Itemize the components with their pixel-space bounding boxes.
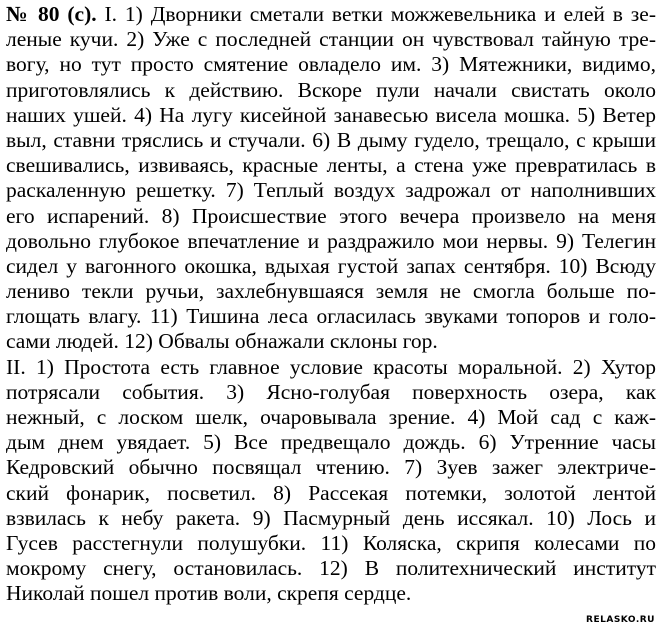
- text-line-1: [6, 2, 656, 27]
- text-line-13: глощать влагу. 11) Тишина леса огласилась звуками топоров и голо-: [6, 304, 656, 329]
- text-line-8: раскаленную решетку. 7) Теплый воздух задрожал от наполнивших: [6, 178, 656, 203]
- text-line-9: его испарений. 8) Происшествие этого вечера произвело на меня: [6, 203, 656, 228]
- text-line-14: сами людей. 12) Обвалы обнажали склоны гор.: [6, 329, 438, 354]
- text-line-5: наших ушей. 4) На лугу кисейной занавесью висела мошка. 5) Ветер: [6, 102, 656, 127]
- text-line-7: свешивались, извиваясь, красные ленты, а стена уже превратилась в: [6, 153, 656, 178]
- text-line-23: мокрому снегу, остановилась. 12) В политехнический институт: [6, 556, 656, 581]
- exercise-number: № 80 (с).: [6, 2, 97, 26]
- text-line-4: приготовлялись к действию. Вскоре пули начали свистать около: [6, 77, 656, 102]
- text-line-2: леные кучи. 2) Уже с последней станции он чувствовал тайную тре-: [6, 27, 656, 52]
- text-line-15: II. 1) Простота есть главное условие красоты моральной. 2) Хутор: [6, 354, 656, 379]
- text-line-3: вогу, но тут просто смятение овладело им. 3) Мятежники, видимо,: [6, 52, 656, 77]
- exercise-text: [6, 2, 656, 607]
- text-line-17: нежный, с лоском шелк, очаровывала зрение. 4) Мой сад с каж-: [6, 405, 656, 429]
- text-line-12: лениво текли ручьи, захлебнувшаяся земля не смогла больше по-: [6, 279, 656, 304]
- text-line-10: довольно глубокое впечатление и раздражило мои нервы. 9) Телегин: [6, 228, 656, 253]
- text-line-22: Гусев расстегнули полушубки. 11) Коляска, скрипя колесами по: [6, 530, 656, 555]
- text-line-24: Николай пошел против воли, скрепя сердце.: [6, 581, 412, 606]
- text-line-6: выл, ставни тряслись и стучали. 6) В дыму гудело, трещало, с крыши: [6, 127, 656, 152]
- text-line-16: потрясали события. 3) Ясно-голубая поверхность озера, как: [6, 379, 656, 404]
- text-line-21: взвилась к небу ракета. 9) Пасмурный день иссякал. 10) Лось и: [6, 505, 656, 530]
- text-line-19: Кедровский обычно посвящал чтению. 7) Зуев зажег электриче-: [6, 455, 656, 480]
- text-line-1-body: I. 1) Дворники сметали ветки можжевельника и елей в зе-: [96, 2, 656, 26]
- text-line-20: ский фонарик, посветил. 8) Рассекая потемки, золотой лентой: [6, 480, 656, 505]
- site-watermark: RELASKO.RU: [586, 615, 655, 625]
- text-line-11: сидел у вагонного окошка, вдыхая густой запах сентября. 10) Всюду: [6, 253, 656, 278]
- text-line-18: дым днем увядает. 5) Все предвещало дождь. 6) Утренние часы: [6, 430, 656, 455]
